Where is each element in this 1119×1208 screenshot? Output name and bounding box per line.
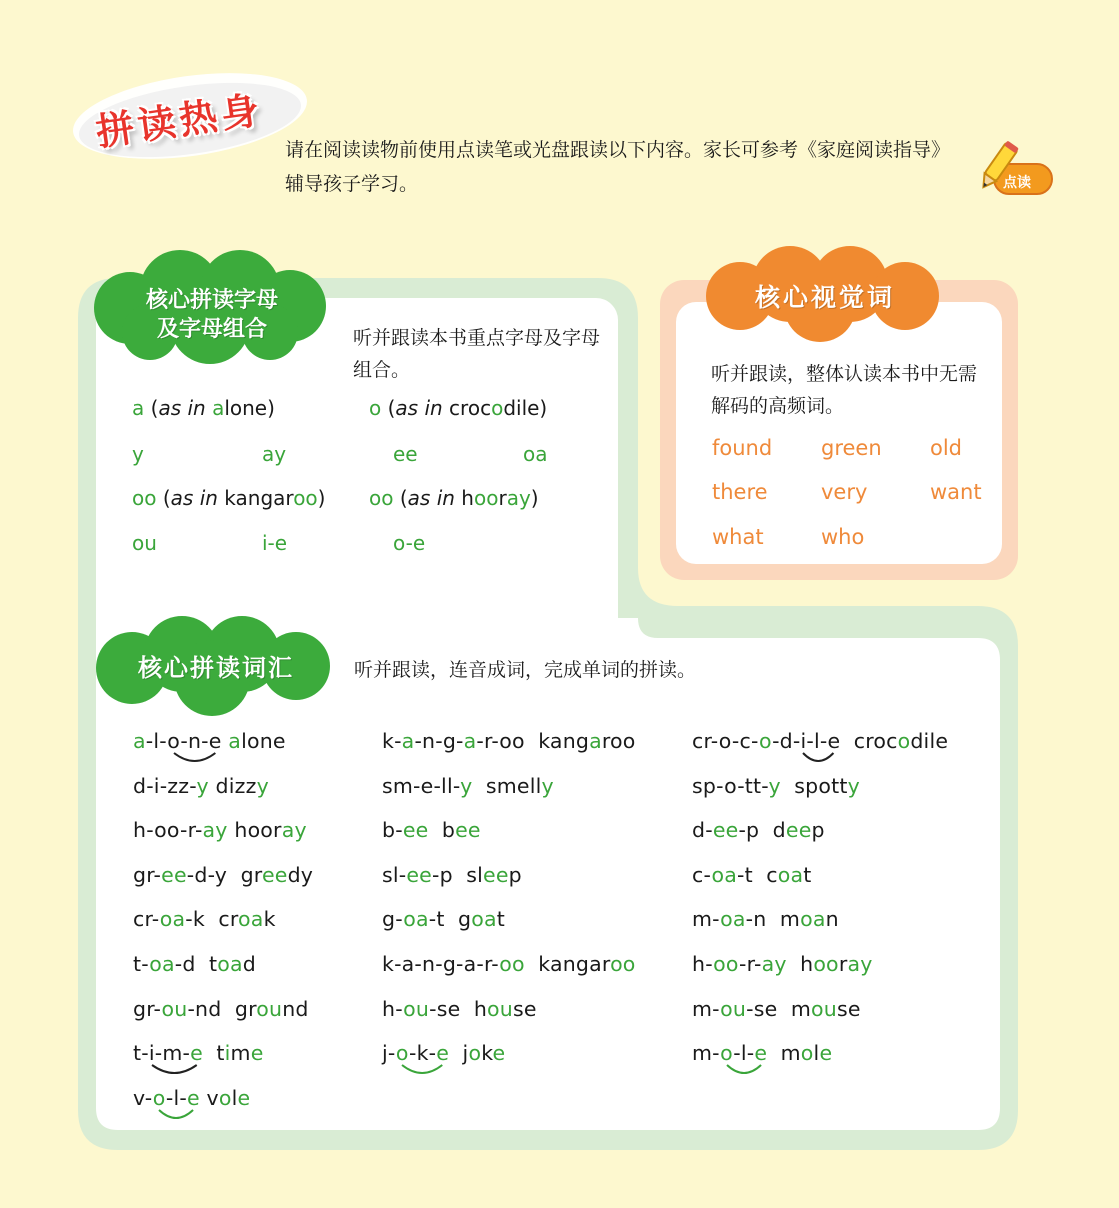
highlight-letters: i	[224, 1041, 231, 1066]
word-segment: k	[481, 1041, 493, 1066]
sight-word: old	[930, 436, 963, 460]
word-segment: d	[242, 952, 256, 976]
vocab-row	[382, 952, 636, 976]
highlight-letters: e	[250, 1041, 264, 1066]
word-segment: k	[263, 907, 276, 932]
highlight-letters: oa	[149, 952, 175, 976]
link-arc	[723, 1063, 765, 1077]
word-segment: se	[512, 996, 537, 1021]
word-segment: -r-oo kang	[476, 729, 590, 753]
word-segment: i	[148, 1041, 155, 1066]
highlight-letters: ou	[403, 996, 430, 1021]
word-segment: -se m	[746, 996, 811, 1021]
word-segment: l	[231, 1085, 238, 1110]
word-segment: b-	[382, 818, 403, 843]
word-rest: lone)	[224, 396, 275, 420]
word-segment: e	[827, 729, 841, 753]
highlight-letters: o	[152, 1085, 166, 1110]
highlight-letters: ee	[483, 862, 509, 887]
highlight-letters: o	[395, 1041, 409, 1066]
highlight-letters: o	[218, 1085, 232, 1110]
word-segment: t-	[133, 1041, 149, 1066]
highlight-letters: o	[720, 1041, 734, 1066]
highlight-letters: e	[492, 1041, 506, 1066]
as-in: as in	[395, 396, 443, 420]
highlight-letters: ee	[261, 862, 288, 887]
vocab-row	[692, 818, 825, 842]
highlight-letters: e	[819, 1041, 833, 1066]
word-segment: -d-y gr	[186, 862, 262, 887]
highlight-letters: oa	[800, 907, 826, 932]
word-segment: cr-o-c-	[692, 729, 759, 753]
letter-a: a	[132, 396, 145, 420]
vocab-row	[692, 997, 861, 1021]
sight-word: want	[930, 480, 982, 504]
word-segment: h-oo-r-	[133, 818, 203, 843]
letter-o-e: o-e	[393, 531, 426, 555]
word-part: r	[498, 486, 507, 510]
link-arc	[148, 1063, 201, 1077]
word-segment: n	[825, 907, 839, 932]
highlight-letters: y	[847, 773, 860, 798]
highlight-letters: a	[463, 729, 477, 753]
highlight-letters: oo	[499, 952, 525, 976]
word-part: dile)	[503, 396, 548, 420]
as-in: as in	[407, 486, 455, 510]
word-segment: dile	[910, 729, 949, 753]
vocab-row	[133, 729, 286, 753]
page-title: 拼读热身	[93, 87, 266, 155]
word-segment: b	[428, 818, 456, 843]
word-segment: -l-	[165, 1085, 187, 1110]
hl: oo	[473, 486, 499, 510]
highlight-letters: ay	[847, 952, 873, 976]
highlight-letters: ee	[402, 818, 429, 843]
highlight-letters: a	[401, 729, 415, 753]
word-segment: -l-	[733, 1041, 755, 1066]
vocab-row	[133, 863, 313, 887]
pen-read-icon[interactable]	[968, 138, 1058, 202]
highlight-letters: ou	[487, 996, 513, 1021]
word-segment: j-	[382, 1041, 396, 1066]
vocab-row	[133, 818, 307, 842]
word-segment: kangar	[524, 952, 611, 976]
hl: a	[212, 396, 225, 420]
sight-word: what	[712, 525, 764, 549]
sight-words-title: 核心视觉词	[754, 283, 895, 312]
core-letters-instruction: 听并跟读本书重点字母及字母组合。	[353, 327, 601, 381]
intro-text: 请在阅读读物前使用点读笔或光盘跟读以下内容。家长可参考《家庭阅读指导》辅导孩子学习。	[285, 139, 951, 195]
highlight-letters: y	[768, 773, 781, 798]
word-segment: spott	[780, 773, 848, 798]
highlight-letters: ay	[281, 818, 307, 843]
highlight-letters: ou	[256, 996, 283, 1021]
word-segment: dizz	[208, 773, 257, 798]
vocab-row	[382, 774, 554, 798]
highlight-letters: ee	[712, 818, 739, 843]
vocab-row	[692, 729, 948, 753]
word-segment: lone	[241, 729, 286, 753]
highlight-letters: oa	[217, 952, 243, 976]
sight-word: green	[821, 436, 882, 460]
vocab-row	[382, 863, 522, 887]
vocab-row	[133, 1086, 250, 1110]
word-segment: k-	[382, 729, 402, 753]
word-segment: -se h	[429, 996, 488, 1021]
word-segment: gr-	[133, 862, 162, 887]
word-segment: -p sl	[432, 862, 484, 887]
word-segment: i	[800, 729, 807, 753]
word-segment: -l-	[145, 729, 168, 753]
highlight-letters: ay	[761, 952, 787, 976]
vocab-row	[133, 907, 276, 931]
read-icon-label: 点读	[1003, 175, 1031, 191]
vocab-row	[692, 774, 860, 798]
highlight-letters: ee	[455, 818, 481, 843]
sight-word: there	[712, 480, 768, 504]
word-segment: h	[786, 952, 814, 976]
vocab-row	[133, 952, 256, 976]
word-segment: m	[767, 1041, 801, 1066]
highlight-letters: oa	[720, 907, 746, 932]
word-part: croc	[449, 396, 492, 420]
letter-oo: oo	[132, 486, 157, 510]
vocab-row	[692, 952, 873, 976]
word-segment: se	[836, 996, 861, 1021]
as-in: as in	[158, 396, 206, 420]
highlight-letters: oa	[711, 862, 737, 887]
highlight-letters: o	[468, 1041, 482, 1066]
word-part: kangar	[224, 486, 294, 510]
vocab-row	[133, 1041, 264, 1065]
word-segment: m-	[692, 1041, 721, 1066]
vocab-row	[382, 1041, 505, 1065]
highlight-letters: y	[196, 773, 209, 798]
word-segment: d-i-zz-	[133, 773, 197, 798]
link-arc	[799, 751, 837, 765]
vocab-row	[382, 818, 481, 842]
highlight-letters: ee	[161, 862, 187, 887]
word-segment: -m-	[154, 1041, 191, 1066]
highlight-letters: oo	[610, 952, 636, 976]
vocab-row	[382, 729, 636, 753]
word-segment: croc	[840, 729, 898, 753]
word-segment: sl-	[382, 862, 407, 887]
sight-word: found	[712, 436, 773, 460]
word-part: h	[461, 486, 474, 510]
word-segment: -d t	[174, 952, 218, 976]
letter-oa: oa	[523, 442, 548, 466]
highlight-letters: ou	[161, 996, 188, 1021]
highlight-letters: ee	[785, 818, 812, 843]
word-segment: e	[208, 729, 222, 753]
word-segment: hoor	[227, 818, 282, 843]
word-segment: sp-o-tt-	[692, 773, 769, 798]
highlight-letters: oa	[238, 907, 264, 932]
word-segment: r	[838, 952, 848, 976]
word-segment: -n m	[745, 907, 801, 932]
word-segment: o	[167, 729, 181, 753]
word-segment: roo	[601, 729, 636, 753]
highlight-letters: oo	[813, 952, 839, 976]
word-segment: m-	[692, 907, 721, 932]
word-segment: -k-	[409, 1041, 437, 1066]
word-segment: k-a-n-g-a-r-	[382, 952, 500, 976]
letter-oo: oo	[369, 486, 394, 510]
core-letters-title-line1: 核心拼读字母	[145, 288, 278, 313]
letter-y: y	[132, 442, 144, 466]
letter-row-a	[132, 396, 275, 420]
highlight-letters: ou	[811, 996, 837, 1021]
word-segment: -n-g-	[414, 729, 464, 753]
word-segment: l	[813, 1041, 820, 1066]
word-segment: -k cr	[185, 907, 239, 932]
highlight-letters: oa	[777, 862, 804, 887]
word-segment: m-	[692, 996, 721, 1021]
highlight-letters: oa	[403, 907, 429, 932]
sight-word: very	[821, 480, 868, 504]
vocab-row	[133, 997, 309, 1021]
sight-word: who	[821, 525, 865, 549]
letter-row-oo-2	[369, 486, 539, 510]
vocab-row	[692, 863, 811, 887]
letter-ou: ou	[132, 531, 157, 555]
vocab-row	[692, 907, 839, 931]
word-segment: t	[496, 907, 505, 932]
paren: (	[381, 396, 396, 420]
word-segment: -p d	[738, 818, 786, 843]
word-segment: -t c	[736, 862, 778, 887]
highlight-letters: o	[897, 729, 911, 753]
link-arc	[155, 1108, 197, 1122]
word-segment: p	[508, 862, 522, 887]
word-segment: dy	[287, 862, 314, 887]
word-segment: -n-	[180, 729, 209, 753]
sight-words-instruction: 听并跟读，整体认读本书中无需解码的高频词。	[711, 363, 978, 417]
word-segment: m	[230, 1041, 251, 1066]
vocab-row	[133, 774, 269, 798]
link-arc	[398, 1063, 446, 1077]
highlight-letters: a	[589, 729, 602, 753]
word-segment: -l-	[806, 729, 828, 753]
highlight-letters: ay	[202, 818, 228, 843]
word-segment: smell	[472, 773, 542, 798]
highlight-letters: oa	[159, 907, 186, 932]
word-segment: sm-e-ll-	[382, 773, 461, 798]
highlight-letters: e	[754, 1041, 768, 1066]
word-segment: d-	[692, 818, 713, 843]
word-segment: c-	[692, 862, 712, 887]
letter-row-oo-1	[132, 486, 325, 510]
word-segment: -t g	[428, 907, 472, 932]
word-segment: p	[811, 818, 825, 843]
word-segment: -r-	[739, 952, 762, 976]
highlight-letters: y	[256, 773, 269, 798]
word-segment: v-	[133, 1085, 153, 1110]
vocab-row	[382, 997, 537, 1021]
letter-row-o	[369, 396, 547, 420]
highlight-letters: ee	[406, 862, 432, 887]
highlight-letters: a	[133, 729, 146, 753]
highlight-letters: e	[190, 1041, 203, 1066]
highlight-letters: e	[237, 1085, 251, 1110]
highlight-letters: a	[228, 729, 242, 753]
letter-ay: ay	[262, 442, 287, 466]
vocab-row	[692, 1041, 832, 1065]
letter-o: o	[369, 396, 382, 420]
paren: (	[156, 486, 171, 510]
vocab-title: 核心拼读词汇	[138, 654, 294, 682]
word-segment: -nd gr	[187, 996, 257, 1021]
hl: oo	[293, 486, 318, 510]
word-segment: t	[202, 1041, 225, 1066]
highlight-letters: oo	[713, 952, 740, 976]
highlight-letters: e	[186, 1085, 200, 1110]
word-segment: h-	[692, 952, 714, 976]
word-segment: j	[449, 1041, 469, 1066]
word-segment: nd	[282, 996, 309, 1021]
highlight-letters: o	[800, 1041, 814, 1066]
letter-i-e: i-e	[262, 531, 288, 555]
word-segment: h-	[382, 996, 404, 1021]
as-in: as in	[170, 486, 218, 510]
highlight-letters: e	[436, 1041, 450, 1066]
vocab-row	[382, 907, 505, 931]
link-arc	[170, 751, 219, 765]
word-segment: v	[199, 1085, 219, 1110]
word-part: )	[317, 486, 326, 510]
paren: (	[393, 486, 408, 510]
hl: ay	[506, 486, 531, 510]
word-segment: gr-	[133, 996, 162, 1021]
word-segment: cr-	[133, 907, 160, 932]
word-segment: -d-	[772, 729, 801, 753]
highlight-letters: y	[541, 773, 554, 798]
paren: (	[144, 396, 159, 420]
highlight-letters: o	[758, 729, 773, 753]
word-part: )	[530, 486, 539, 510]
word-segment: g-	[382, 907, 404, 932]
word-segment: t-	[133, 952, 150, 976]
hl: o	[491, 396, 504, 420]
highlight-letters: oa	[471, 907, 497, 932]
highlight-letters: y	[460, 773, 473, 798]
letter-ee: ee	[393, 442, 418, 466]
vocab-instruction: 听并跟读，连音成词，完成单词的拼读。	[354, 659, 697, 681]
word-segment: t	[803, 862, 812, 887]
highlight-letters: ou	[720, 996, 747, 1021]
core-letters-title-line2: 及字母组合	[156, 317, 267, 342]
